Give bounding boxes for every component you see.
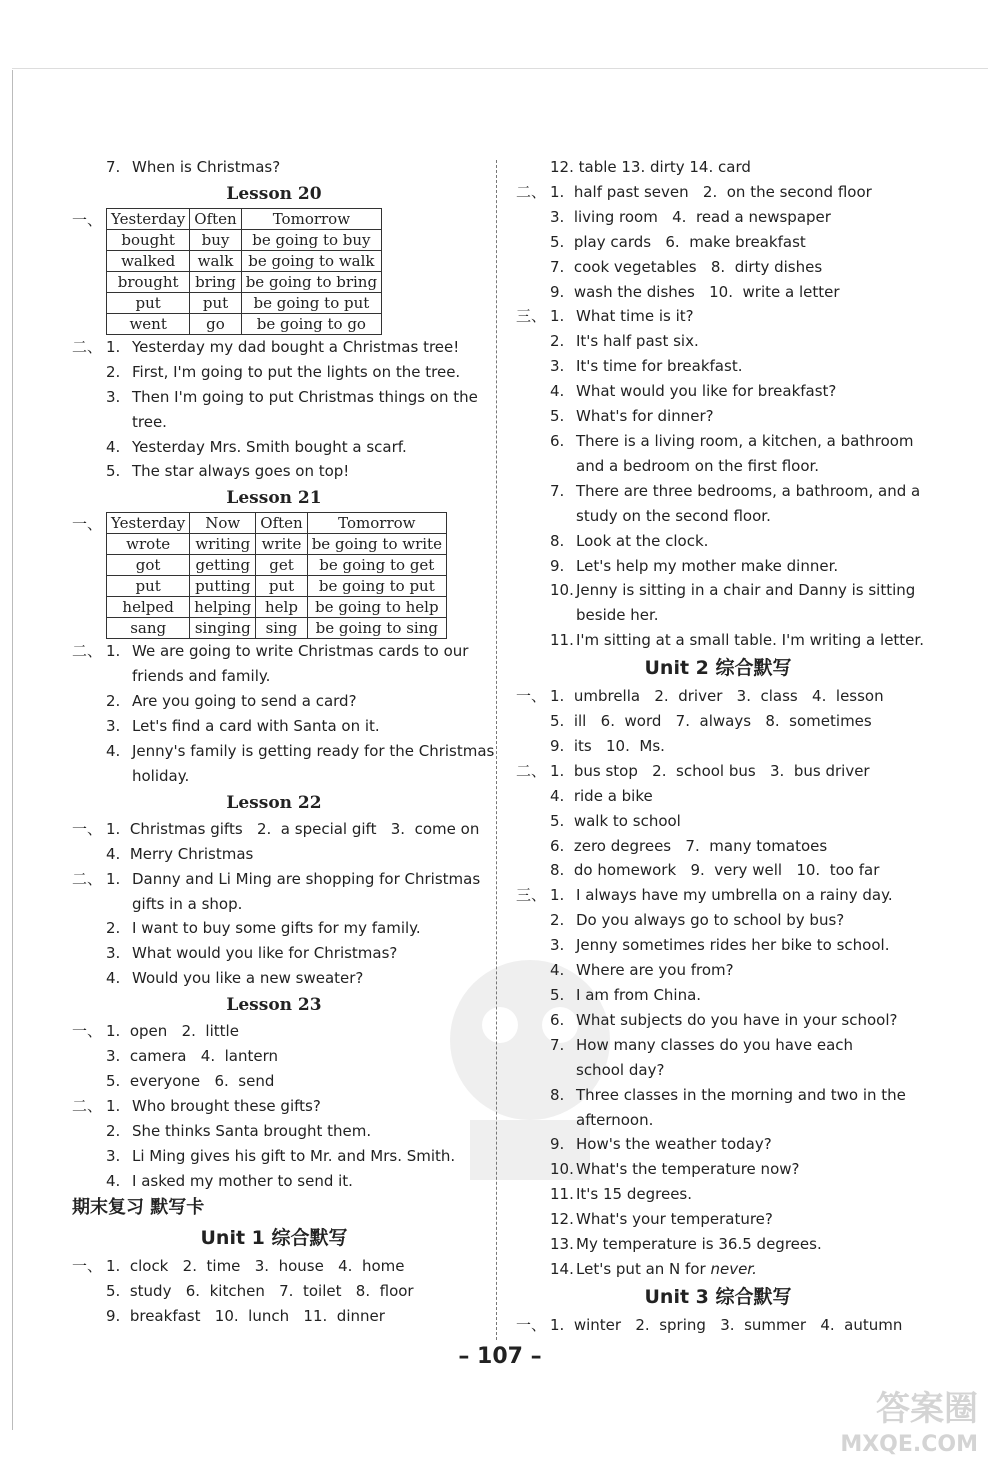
item-number: 3. bbox=[550, 936, 565, 955]
list-item bbox=[72, 739, 495, 764]
item-text: 9. its 10. Ms. bbox=[550, 736, 665, 755]
list-item bbox=[516, 734, 920, 759]
unit-2-part1 bbox=[516, 684, 920, 759]
list-item bbox=[516, 230, 920, 255]
item-number: 11. bbox=[550, 1185, 574, 1204]
item-text: What subjects do you have in your school? bbox=[576, 1010, 898, 1029]
item-number: 5. bbox=[106, 462, 121, 481]
list-item bbox=[72, 842, 476, 867]
table-cell: help bbox=[256, 597, 307, 618]
item-number: 3. bbox=[106, 1146, 121, 1165]
table-cell: bring bbox=[190, 271, 241, 292]
list-item bbox=[72, 459, 476, 484]
unit-2-part3 bbox=[516, 883, 920, 1282]
section-prefix: 二、 bbox=[516, 182, 547, 201]
lesson-22-part2 bbox=[72, 867, 481, 992]
table-row bbox=[107, 597, 447, 618]
item-text: 1. winter 2. spring 3. summer 4. autumn bbox=[550, 1315, 903, 1334]
table-cell: Yesterday bbox=[107, 208, 190, 229]
item-text: It's 15 degrees. bbox=[576, 1185, 693, 1204]
table-cell: Yesterday bbox=[107, 513, 190, 534]
page-number: – 107 – bbox=[458, 1344, 542, 1369]
unit-3-title: Unit 3 综合默写 bbox=[644, 1285, 792, 1308]
item-number: 8. bbox=[550, 1085, 565, 1104]
table-cell: buy bbox=[190, 229, 241, 250]
table-cell: be going to go bbox=[241, 313, 381, 334]
section-prefix: 三、 bbox=[516, 307, 547, 326]
item-number: 7. bbox=[550, 1035, 565, 1054]
table-row bbox=[107, 618, 447, 639]
item-text: What's your temperature? bbox=[576, 1210, 773, 1229]
item-number: 12. bbox=[550, 1210, 574, 1229]
list-item bbox=[516, 858, 920, 883]
item-text: 6. zero degrees 7. many tomatoes bbox=[550, 836, 828, 855]
list-item: 7. When is Christmas? bbox=[106, 158, 281, 176]
item-text: Do you always go to school by bus? bbox=[576, 911, 845, 930]
list-item bbox=[516, 933, 920, 958]
section-prefix: 三、 bbox=[516, 886, 547, 905]
lesson-21-verb-table bbox=[106, 512, 447, 639]
list-item-continued: study on the second floor. bbox=[576, 506, 771, 525]
list-item-continued: afternoon. bbox=[576, 1110, 654, 1129]
unit-3-part1 bbox=[516, 1313, 920, 1338]
item-text: 5. walk to school bbox=[550, 811, 681, 830]
lesson-20-part2 bbox=[72, 335, 476, 484]
table-cell: put bbox=[107, 576, 190, 597]
item-text: 3. camera 4. lantern bbox=[106, 1047, 279, 1066]
item-text: 3. living room 4. read a newspaper bbox=[550, 207, 831, 226]
section-prefix: 二、 bbox=[516, 761, 547, 780]
item-number: 3. bbox=[106, 717, 121, 736]
section-prefix: 一、 bbox=[72, 1022, 103, 1041]
list-item bbox=[516, 180, 920, 205]
watermark-logo: 答案圈 MXQE.COM bbox=[840, 1389, 978, 1457]
item-text: Let's put an N for bbox=[576, 1259, 706, 1278]
list-item bbox=[516, 404, 920, 429]
item-text: I want to buy some gifts for my family. bbox=[132, 919, 421, 938]
item-text: She thinks Santa brought them. bbox=[132, 1121, 372, 1140]
table-row bbox=[107, 271, 382, 292]
item-text: What would you like for breakfast? bbox=[576, 382, 837, 401]
table-cell: go bbox=[190, 313, 241, 334]
list-item bbox=[516, 280, 920, 305]
lesson-22-title: Lesson 22 bbox=[226, 792, 322, 813]
table-cell: be going to help bbox=[307, 597, 446, 618]
item-text: There is a living room, a kitchen, a bathroom bbox=[576, 431, 914, 450]
item-number: 2. bbox=[550, 911, 565, 930]
list-item bbox=[516, 684, 920, 709]
item-text: 1. half past seven 2. on the second floor bbox=[550, 182, 872, 201]
list-item bbox=[72, 1069, 476, 1094]
item-text: What time is it? bbox=[576, 307, 694, 326]
right-column bbox=[516, 155, 924, 1338]
section-prefix: 二、 bbox=[72, 642, 103, 661]
list-item bbox=[516, 1083, 920, 1108]
list-item bbox=[516, 1132, 920, 1157]
item-number: 9. bbox=[550, 556, 565, 575]
list-item bbox=[516, 554, 920, 579]
item-number: 2. bbox=[106, 362, 121, 381]
lesson-23-title: Lesson 23 bbox=[226, 995, 322, 1016]
list-item-continued: beside her. bbox=[576, 606, 659, 625]
table-cell: Now bbox=[190, 513, 256, 534]
item-number: 11. bbox=[550, 631, 574, 650]
table-cell: be going to put bbox=[307, 576, 446, 597]
item-text: 4. Merry Christmas bbox=[106, 844, 254, 863]
item-text: 8. do homework 9. very well 10. too far bbox=[550, 861, 880, 880]
section-prefix: 一、 bbox=[72, 819, 103, 838]
item-text: There are three bedrooms, a bathroom, and a bbox=[576, 481, 921, 500]
list-item bbox=[72, 689, 476, 714]
list-item bbox=[516, 1033, 920, 1058]
table-cell: went bbox=[107, 313, 190, 334]
item-number: 1. bbox=[550, 886, 565, 905]
item-text: Who brought these gifts? bbox=[132, 1096, 321, 1115]
unit-2-part2 bbox=[516, 759, 920, 884]
item-text: What's the temperature now? bbox=[576, 1160, 800, 1179]
item-number: 4. bbox=[106, 1171, 121, 1190]
list-item bbox=[516, 578, 920, 603]
list-item bbox=[516, 1313, 920, 1338]
item-number: 2. bbox=[106, 1121, 121, 1140]
lesson-21-part1: 一、 Yesterday Now Often Tomorrow wrote writing write be going to write got getting get be going to get put putting put be going to put helped helping help be going to help sang singing sing be going to sing bbox=[72, 512, 476, 639]
section-prefix: 二、 bbox=[72, 337, 103, 356]
item-text: First, I'm going to put the lights on the tree. bbox=[132, 362, 461, 381]
item-number: 5. bbox=[550, 986, 565, 1004]
item-number: 3. bbox=[550, 357, 565, 376]
item-text: I always have my umbrella on a rainy day. bbox=[576, 886, 893, 905]
list-item bbox=[72, 1119, 476, 1144]
item-text: Are you going to send a card? bbox=[132, 692, 357, 711]
list-item bbox=[516, 255, 920, 280]
item-text: What would you like for Christmas? bbox=[132, 944, 398, 963]
list-item bbox=[72, 435, 476, 460]
list-item bbox=[72, 1019, 476, 1044]
item-text: Three classes in the morning and two in the bbox=[576, 1085, 906, 1104]
list-item bbox=[72, 1094, 476, 1119]
item-text: Yesterday Mrs. Smith bought a scarf. bbox=[132, 437, 407, 456]
list-item bbox=[516, 834, 920, 859]
list-item bbox=[72, 1254, 476, 1279]
item-text: Look at the clock. bbox=[576, 531, 709, 550]
item-text: I asked my mother to send it. bbox=[132, 1171, 353, 1190]
item-number: 2. bbox=[550, 332, 565, 351]
item-number: 14. bbox=[550, 1259, 574, 1278]
table-row bbox=[107, 555, 447, 576]
table-cell: getting bbox=[190, 555, 256, 576]
item-text: We are going to write Christmas cards to our bbox=[132, 642, 469, 661]
list-item bbox=[72, 714, 476, 739]
list-item bbox=[516, 1157, 920, 1182]
list-item bbox=[516, 379, 920, 404]
item-number: 1. bbox=[106, 642, 121, 661]
item-number: 1. bbox=[106, 337, 121, 356]
list-item-continued: gifts in a shop. bbox=[132, 894, 243, 913]
unit-1-part1 bbox=[72, 1254, 476, 1329]
item-text: Jenny's family is getting ready for the Christmas bbox=[132, 741, 495, 760]
item-number: 1. bbox=[106, 1096, 121, 1115]
table-row bbox=[107, 513, 447, 534]
table-cell: write bbox=[256, 534, 307, 555]
table-cell: Often bbox=[190, 208, 241, 229]
list-item bbox=[72, 639, 476, 664]
item-text: Let's find a card with Santa on it. bbox=[132, 717, 380, 736]
item-number: 13. bbox=[550, 1235, 574, 1254]
table-cell: bought bbox=[107, 229, 190, 250]
table-row bbox=[107, 250, 382, 271]
lesson-23-part1 bbox=[72, 1019, 476, 1094]
item-text: 1. umbrella 2. driver 3. class 4. lesson bbox=[550, 687, 884, 706]
list-item bbox=[516, 354, 920, 379]
unit-1-part3 bbox=[516, 304, 924, 653]
lesson-20-part1: 一、 Yesterday Often Tomorrow bought buy be going to buy walked walk be going to walk brought bring be going to bring put put be going to put went go be going to go bbox=[72, 208, 476, 335]
left-column bbox=[72, 155, 495, 1329]
list-item bbox=[72, 1304, 476, 1329]
unit-1-title: Unit 1 综合默写 bbox=[200, 1227, 348, 1250]
table-cell: got bbox=[107, 555, 190, 576]
item-number: 1. bbox=[106, 869, 121, 888]
table-row bbox=[107, 534, 447, 555]
item-number: 6. bbox=[550, 431, 565, 450]
list-item bbox=[516, 1257, 920, 1282]
item-text: The star always goes on top! bbox=[132, 462, 350, 481]
review-title: 期末复习 默写卡 bbox=[72, 1197, 205, 1219]
list-item bbox=[516, 1182, 920, 1207]
item-text: Li Ming gives his gift to Mr. and Mrs. Smith. bbox=[132, 1146, 456, 1165]
item-number: 9. bbox=[550, 1135, 565, 1154]
item-text: 4. ride a bike bbox=[550, 786, 653, 805]
item-text: 5. everyone 6. send bbox=[106, 1071, 275, 1090]
table-cell: be going to write bbox=[307, 534, 446, 555]
page-top-rule bbox=[12, 68, 988, 69]
item-text: 1. Christmas gifts 2. a special gift 3. come on bbox=[106, 819, 480, 838]
section-prefix: 一、 bbox=[516, 687, 547, 706]
table-cell: be going to put bbox=[241, 292, 381, 313]
list-item bbox=[516, 1232, 920, 1257]
item-text: 1. clock 2. time 3. house 4. home bbox=[106, 1257, 405, 1276]
item-text: 9. wash the dishes 10. write a letter bbox=[550, 282, 840, 301]
table-cell: singing bbox=[190, 618, 256, 639]
item-text: It's half past six. bbox=[576, 332, 699, 351]
list-item bbox=[72, 916, 476, 941]
item-number: 10. bbox=[550, 1160, 574, 1179]
lesson-21-part2 bbox=[72, 639, 495, 788]
item-number: 2. bbox=[106, 692, 121, 711]
table-row bbox=[107, 229, 382, 250]
list-item bbox=[72, 1169, 476, 1194]
item-text: Jenny sometimes rides her bike to school. bbox=[576, 936, 890, 955]
table-cell: writing bbox=[190, 534, 256, 555]
list-item bbox=[516, 709, 920, 734]
item-text: Jenny is sitting in a chair and Danny is sitting bbox=[576, 581, 916, 600]
unit-1-part1-continued: 12. table 13. dirty 14. card bbox=[550, 158, 751, 176]
section-prefix: 二、 bbox=[72, 869, 103, 888]
list-item bbox=[516, 479, 920, 504]
table-cell: Often bbox=[256, 513, 307, 534]
list-item bbox=[72, 1279, 476, 1304]
item-text: 1. open 2. little bbox=[106, 1022, 239, 1041]
list-item bbox=[516, 883, 920, 908]
item-text: It's time for breakfast. bbox=[576, 357, 743, 376]
table-cell: put bbox=[107, 292, 190, 313]
lesson-20-verb-table bbox=[106, 208, 382, 335]
item-number: 3. bbox=[106, 944, 121, 963]
table-row bbox=[107, 208, 382, 229]
section-prefix: 一、 bbox=[72, 1257, 103, 1276]
item-text: I'm sitting at a small table. I'm writing a letter. bbox=[576, 631, 924, 650]
item-number: 5. bbox=[550, 407, 565, 426]
item-text: How's the weather today? bbox=[576, 1135, 772, 1154]
table-cell: sing bbox=[256, 618, 307, 639]
list-item bbox=[516, 304, 920, 329]
table-cell: sang bbox=[107, 618, 190, 639]
table-cell: wrote bbox=[107, 534, 190, 555]
item-text: 7. cook vegetables 8. dirty dishes bbox=[550, 257, 823, 276]
list-item bbox=[72, 966, 476, 991]
item-text: 1. bus stop 2. school bus 3. bus driver bbox=[550, 761, 870, 780]
list-item bbox=[516, 908, 920, 933]
table-cell: helped bbox=[107, 597, 190, 618]
section-prefix: 二、 bbox=[72, 1096, 103, 1115]
list-item bbox=[516, 1207, 920, 1232]
item-text: Would you like a new sweater? bbox=[132, 969, 364, 988]
item-number: 6. bbox=[550, 1010, 565, 1029]
table-cell: Tomorrow bbox=[307, 513, 446, 534]
list-item bbox=[72, 360, 476, 385]
table-cell: be going to buy bbox=[241, 229, 381, 250]
lesson-21-title: Lesson 21 bbox=[226, 488, 322, 509]
item-text: How many classes do you have each bbox=[576, 1035, 854, 1054]
list-item-continued: tree. bbox=[132, 412, 167, 431]
list-item bbox=[72, 1144, 476, 1169]
unit-2-title: Unit 2 综合默写 bbox=[644, 657, 792, 680]
list-item-continued: friends and family. bbox=[132, 667, 271, 686]
item-text: 5. ill 6. word 7. always 8. sometimes bbox=[550, 712, 872, 731]
item-number: 4. bbox=[550, 382, 565, 401]
list-item bbox=[516, 205, 920, 230]
item-text: Where are you from? bbox=[576, 961, 734, 980]
list-item bbox=[516, 809, 920, 834]
table-cell: Tomorrow bbox=[241, 208, 381, 229]
item-text: 5. play cards 6. make breakfast bbox=[550, 232, 806, 251]
item-number: 10. bbox=[550, 581, 574, 600]
item-text: Then I'm going to put Christmas things on the bbox=[132, 387, 478, 406]
table-cell: be going to bring bbox=[241, 271, 381, 292]
item-text: My temperature is 36.5 degrees. bbox=[576, 1235, 822, 1254]
list-item bbox=[72, 385, 476, 410]
list-item-continued: school day? bbox=[576, 1060, 665, 1079]
list-item bbox=[72, 335, 476, 360]
lesson-23-part2 bbox=[72, 1094, 476, 1194]
list-item-continued: and a bedroom on the first floor. bbox=[576, 456, 820, 475]
item-text: I am from China. bbox=[576, 986, 702, 1004]
list-item bbox=[72, 867, 481, 892]
item-number: 3. bbox=[106, 387, 121, 406]
table-row bbox=[107, 576, 447, 597]
list-item bbox=[516, 958, 920, 983]
table-cell: be going to walk bbox=[241, 250, 381, 271]
item-text: Let's help my mother make dinner. bbox=[576, 556, 839, 575]
list-item bbox=[516, 983, 920, 1008]
list-item bbox=[72, 1044, 476, 1069]
table-row bbox=[107, 313, 382, 334]
list-item bbox=[516, 784, 920, 809]
table-row bbox=[107, 292, 382, 313]
table-cell: get bbox=[256, 555, 307, 576]
item-number: 4. bbox=[106, 741, 121, 760]
item-number: 4. bbox=[106, 969, 121, 988]
lesson-20-title: Lesson 20 bbox=[226, 183, 322, 204]
page-left-rule bbox=[12, 70, 13, 1430]
list-item bbox=[72, 817, 480, 842]
list-item bbox=[516, 1008, 920, 1033]
list-item bbox=[516, 628, 924, 653]
table-cell: helping bbox=[190, 597, 256, 618]
table-cell: be going to sing bbox=[307, 618, 446, 639]
item-text: What's for dinner? bbox=[576, 407, 714, 426]
table-cell: brought bbox=[107, 271, 190, 292]
section-prefix: 一、 bbox=[516, 1315, 547, 1334]
item-number: 1. bbox=[550, 307, 565, 326]
item-text: Danny and Li Ming are shopping for Christmas bbox=[132, 869, 481, 888]
list-item bbox=[516, 529, 920, 554]
list-item-continued: holiday. bbox=[132, 766, 190, 785]
item-number: 4. bbox=[550, 961, 565, 980]
item-number: 4. bbox=[106, 437, 121, 456]
item-number: 7. bbox=[550, 481, 565, 500]
item-text: 5. study 6. kitchen 7. toilet 8. floor bbox=[106, 1282, 414, 1301]
table-cell: putting bbox=[190, 576, 256, 597]
unit-1-part2 bbox=[516, 180, 920, 305]
item-number: 2. bbox=[106, 919, 121, 938]
italic-text: never. bbox=[710, 1259, 757, 1278]
table-cell: put bbox=[190, 292, 241, 313]
list-item bbox=[516, 329, 920, 354]
list-item bbox=[516, 759, 920, 784]
item-text: 9. breakfast 10. lunch 11. dinner bbox=[106, 1307, 385, 1326]
item-number: 8. bbox=[550, 531, 565, 550]
table-cell: be going to get bbox=[307, 555, 446, 576]
table-cell: walk bbox=[190, 250, 241, 271]
item-text: Yesterday my dad bought a Christmas tree! bbox=[132, 337, 460, 356]
table-cell: put bbox=[256, 576, 307, 597]
table-cell: walked bbox=[107, 250, 190, 271]
column-divider bbox=[496, 160, 498, 1340]
list-item bbox=[72, 941, 476, 966]
list-item bbox=[516, 429, 920, 454]
lesson-22-part1 bbox=[72, 817, 480, 867]
